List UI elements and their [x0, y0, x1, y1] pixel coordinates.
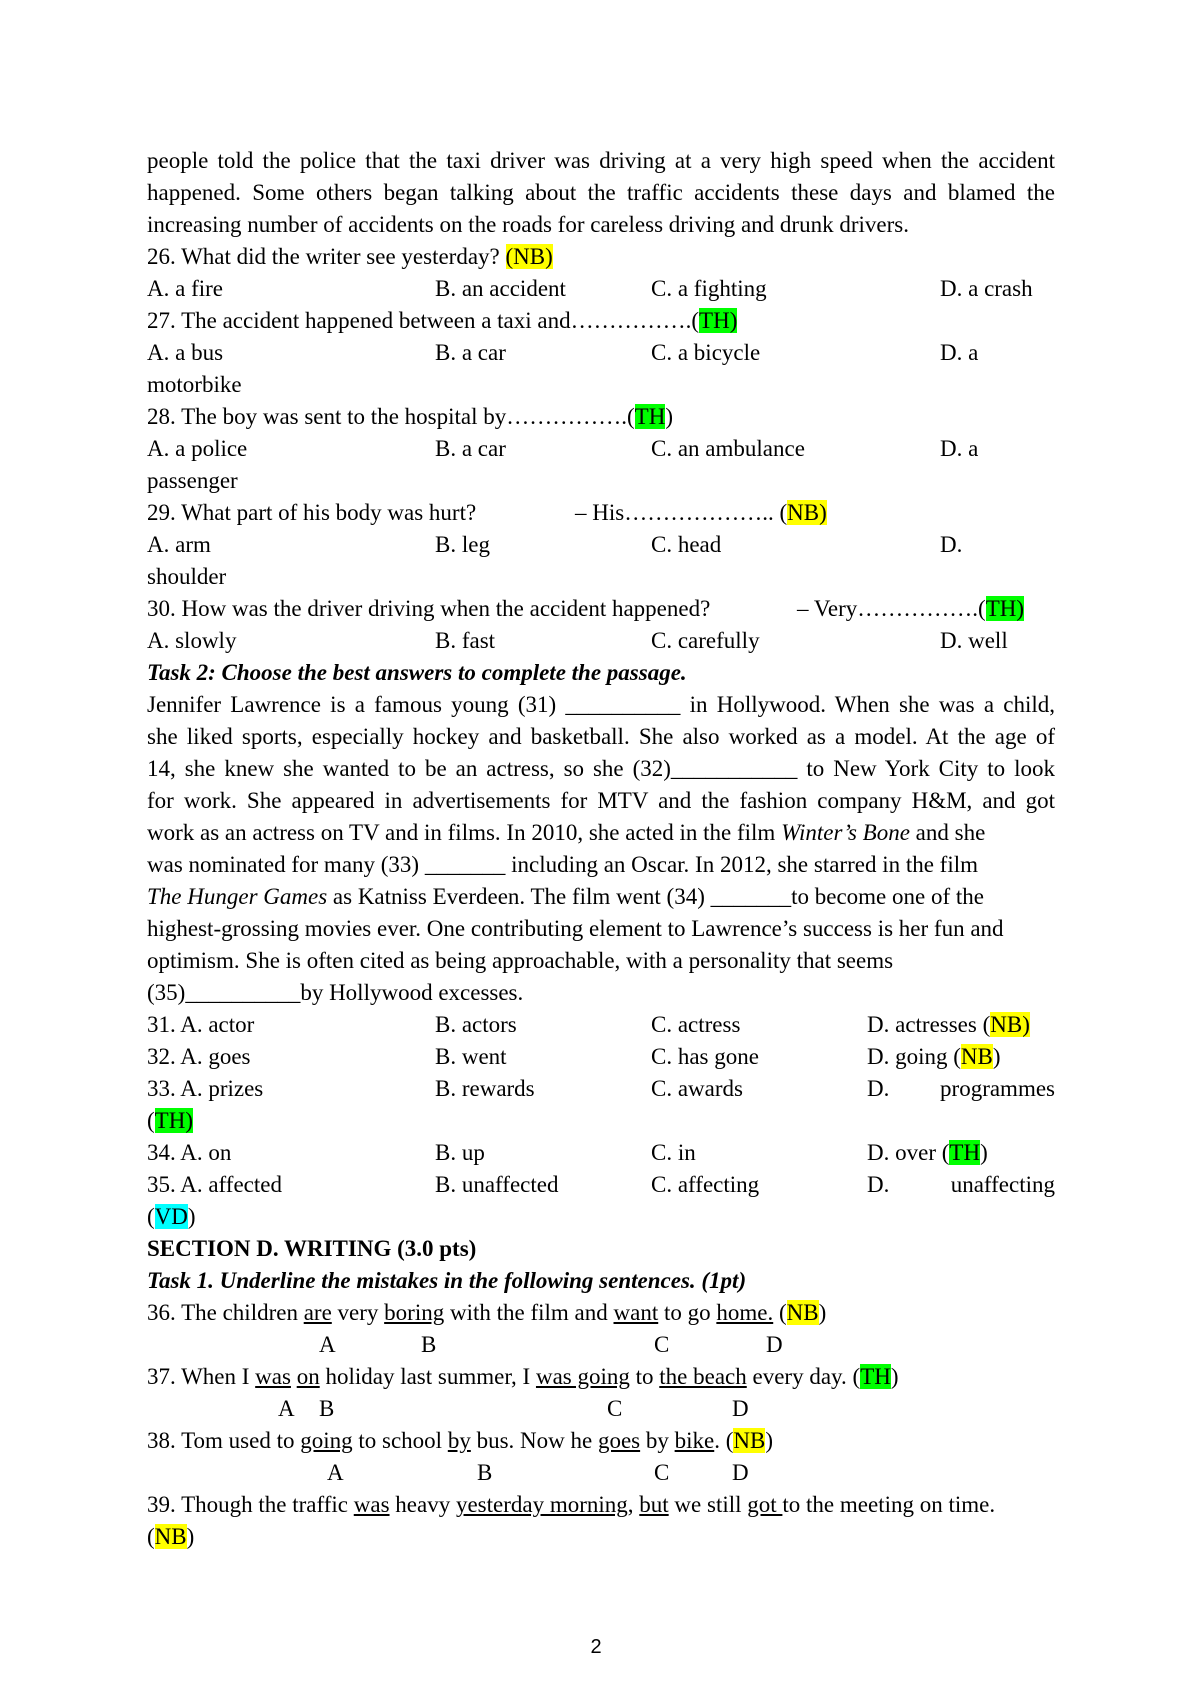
question-35-options	[147, 1169, 1055, 1201]
underlined-part-d[interactable]: the beach	[659, 1364, 747, 1389]
option-d-continued: passenger	[147, 468, 238, 493]
option-b[interactable]: B. a car	[435, 340, 506, 365]
question-34-options	[147, 1137, 1055, 1169]
question-28-options	[147, 433, 1055, 465]
letter-a: A	[319, 1332, 336, 1357]
option-d[interactable]: D. a crash	[940, 276, 1033, 301]
option-c[interactable]: C. a bicycle	[651, 340, 761, 365]
option-c[interactable]: C. head	[651, 532, 722, 557]
option-d[interactable]: D. a	[940, 340, 979, 365]
underlined-part-b[interactable]: boring	[384, 1300, 445, 1325]
option-d[interactable]: D.	[940, 532, 963, 557]
letter-b: B	[421, 1332, 437, 1357]
option-b[interactable]: B. an accident	[435, 276, 566, 301]
passage-line: The Hunger Games as Katniss Everdeen. The film went (34) _______to become one of the	[147, 884, 984, 909]
option-a[interactable]: A. a bus	[147, 340, 224, 365]
option-a[interactable]: 35. A. affected	[147, 1172, 282, 1197]
passage-line: Jennifer Lawrence is a famous young (31) __________ in Hollywood. When she was a child,	[147, 692, 1055, 717]
passage-line: (35)__________by Hollywood excesses.	[147, 980, 524, 1005]
option-c[interactable]: C. in	[651, 1140, 696, 1165]
option-d-continued: shoulder	[147, 564, 227, 589]
level-tag: TH	[949, 1140, 981, 1165]
option-b[interactable]: B. a car	[435, 436, 506, 461]
underlined-part-a[interactable]: going	[300, 1428, 353, 1453]
level-tag-line: (NB)	[147, 1524, 195, 1549]
level-tag: NB)	[990, 1012, 1030, 1037]
option-c[interactable]: C. a fighting	[651, 276, 767, 301]
underlined-part-b[interactable]: on	[296, 1364, 320, 1389]
option-d[interactable]: D.	[867, 1076, 890, 1101]
letter-d: D	[766, 1332, 783, 1357]
option-d[interactable]: D. well	[940, 628, 1008, 653]
level-tag: NB	[786, 1300, 819, 1325]
level-tag: (NB)	[505, 244, 553, 269]
level-tag: TH)	[985, 596, 1025, 621]
worksheet-page	[147, 145, 1055, 1553]
underlined-part-a[interactable]: was	[353, 1492, 390, 1517]
option-a[interactable]: 32. A. goes	[147, 1044, 251, 1069]
level-tag: NB)	[787, 500, 827, 525]
option-b[interactable]: B. leg	[435, 532, 490, 557]
passage-line: increasing number of accidents on the roads for careless driving and drunk drivers.	[147, 212, 909, 237]
underlined-part-c[interactable]: but	[639, 1492, 669, 1517]
option-c[interactable]: C. an ambulance	[651, 436, 805, 461]
answer-letters	[147, 1457, 1055, 1489]
question-37: 37. When I was on holiday last summer, I was going to the beach every day. (TH)	[147, 1364, 899, 1389]
underlined-part-b[interactable]: yesterday morning	[455, 1492, 628, 1517]
film-title: Winter’s Bone	[781, 820, 910, 845]
level-tag: TH	[634, 404, 666, 429]
question-26-stem: 26. What did the writer see yesterday? (NB)	[147, 244, 553, 269]
task-2-heading: Task 2: Choose the best answers to complete the passage.	[147, 660, 687, 685]
question-29-stem: 29. What part of his body was hurt? – His……………….. (NB)	[147, 500, 827, 525]
question-32-options	[147, 1041, 1055, 1073]
option-d[interactable]: D. over (TH)	[867, 1140, 988, 1165]
question-31-options	[147, 1009, 1055, 1041]
option-b[interactable]: B. up	[435, 1140, 485, 1165]
passage-line: work as an actress on TV and in films. In 2010, she acted in the film Winter’s Bone and she	[147, 820, 986, 845]
option-b[interactable]: B. rewards	[435, 1076, 535, 1101]
option-a[interactable]: 33. A. prizes	[147, 1076, 264, 1101]
level-tag: TH)	[699, 308, 738, 333]
passage-line: people told the police that the taxi driver was driving at a very high speed when the accident	[147, 148, 1055, 173]
option-a[interactable]: A. a police	[147, 436, 248, 461]
option-d[interactable]: D. a	[940, 436, 979, 461]
underlined-part-a[interactable]: was	[255, 1364, 291, 1389]
passage-line: she liked sports, especially hockey and basketball. She also worked as a model. At the age of	[147, 724, 1055, 749]
option-d-text: unaffecting	[950, 1172, 1055, 1197]
answer-letters	[147, 1393, 1055, 1425]
level-tag: NB	[154, 1524, 187, 1549]
question-26-options	[147, 273, 1055, 305]
question-29-options	[147, 529, 1055, 561]
passage-line: 14, she knew she wanted to be an actress, so she (32)___________ to New York City to look	[147, 756, 1055, 781]
letter-a: A	[327, 1460, 344, 1485]
passage-line: highest-grossing movies ever. One contributing element to Lawrence’s success is her fun and	[147, 916, 1004, 941]
passage-line: for work. She appeared in advertisements for MTV and the fashion company H&M, and got	[147, 788, 1055, 813]
option-d[interactable]: D. actresses (NB)	[867, 1012, 1030, 1037]
question-30-stem: 30. How was the driver driving when the accident happened? – Very…………….(TH)	[147, 596, 1025, 621]
underlined-part-c[interactable]: want	[613, 1300, 659, 1325]
option-d[interactable]: D. going (NB)	[867, 1044, 1001, 1069]
question-27-stem: 27. The accident happened between a taxi and…………….(TH)	[147, 308, 738, 333]
option-b[interactable]: B. fast	[435, 628, 496, 653]
option-a[interactable]: 34. A. on	[147, 1140, 232, 1165]
passage-line: happened. Some others began talking about the traffic accidents these days and blamed the	[147, 180, 1055, 205]
letter-c: C	[607, 1396, 623, 1421]
option-b[interactable]: B. went	[435, 1044, 507, 1069]
passage-line: was nominated for many (33) _______ including an Oscar. In 2012, she starred in the film	[147, 852, 979, 877]
question-27-options	[147, 337, 1055, 369]
letter-a: A	[278, 1396, 295, 1421]
option-a[interactable]: 31. A. actor	[147, 1012, 255, 1037]
option-d[interactable]: D.	[867, 1172, 890, 1197]
letter-d: D	[732, 1396, 749, 1421]
underlined-part-d[interactable]: bike	[674, 1428, 715, 1453]
question-38: 38. Tom used to going to school by bus. Now he goes by bike. (NB)	[147, 1428, 774, 1453]
option-b[interactable]: B. actors	[435, 1012, 517, 1037]
option-d-text: programmes	[940, 1076, 1055, 1101]
option-a[interactable]: A. arm	[147, 532, 211, 557]
option-a[interactable]: A. a fire	[147, 276, 223, 301]
underlined-part-a[interactable]: are	[303, 1300, 332, 1325]
underlined-part-c[interactable]: was going	[535, 1364, 630, 1389]
question-39: 39. Though the traffic was heavy yesterday morning, but we still got to the meeting on time.	[147, 1492, 996, 1517]
option-d-continued: motorbike	[147, 372, 242, 397]
option-b[interactable]: B. unaffected	[435, 1172, 559, 1197]
letter-b: B	[319, 1396, 335, 1421]
question-28-stem: 28. The boy was sent to the hospital by…………….(TH)	[147, 404, 673, 429]
underlined-part-d[interactable]: home.	[716, 1300, 774, 1325]
letter-c: C	[654, 1460, 670, 1485]
level-tag: TH)	[154, 1108, 193, 1133]
letter-b: B	[477, 1460, 493, 1485]
option-c[interactable]: C. affecting	[651, 1172, 760, 1197]
question-36: 36. The children are very boring with the film and want to go home. (NB)	[147, 1300, 827, 1325]
level-tag: NB	[733, 1428, 766, 1453]
underlined-part-c[interactable]: goes	[597, 1428, 641, 1453]
level-tag: VD	[154, 1204, 188, 1229]
option-c[interactable]: C. actress	[651, 1012, 741, 1037]
task-1-heading: Task 1. Underline the mistakes in the following sentences. (1pt)	[147, 1268, 747, 1293]
letter-c: C	[654, 1332, 670, 1357]
question-30-options	[147, 625, 1055, 657]
option-a[interactable]: A. slowly	[147, 628, 237, 653]
underlined-part-b[interactable]: by	[447, 1428, 471, 1453]
option-c[interactable]: C. awards	[651, 1076, 743, 1101]
level-tag-line: (TH)	[147, 1108, 193, 1133]
section-heading: SECTION D. WRITING (3.0 pts)	[147, 1236, 477, 1261]
question-33-options	[147, 1073, 1055, 1105]
level-tag: TH	[860, 1364, 891, 1389]
page-number: 2	[590, 1636, 602, 1658]
letter-d: D	[732, 1460, 749, 1485]
option-c[interactable]: C. carefully	[651, 628, 760, 653]
level-tag: NB	[960, 1044, 993, 1069]
passage-line: optimism. She is often cited as being approachable, with a personality that seems	[147, 948, 894, 973]
underlined-part-d[interactable]: got	[747, 1492, 783, 1517]
film-title: The Hunger Games	[147, 884, 328, 909]
option-c[interactable]: C. has gone	[651, 1044, 759, 1069]
answer-letters	[147, 1329, 1055, 1361]
level-tag-line: (VD)	[147, 1204, 196, 1229]
